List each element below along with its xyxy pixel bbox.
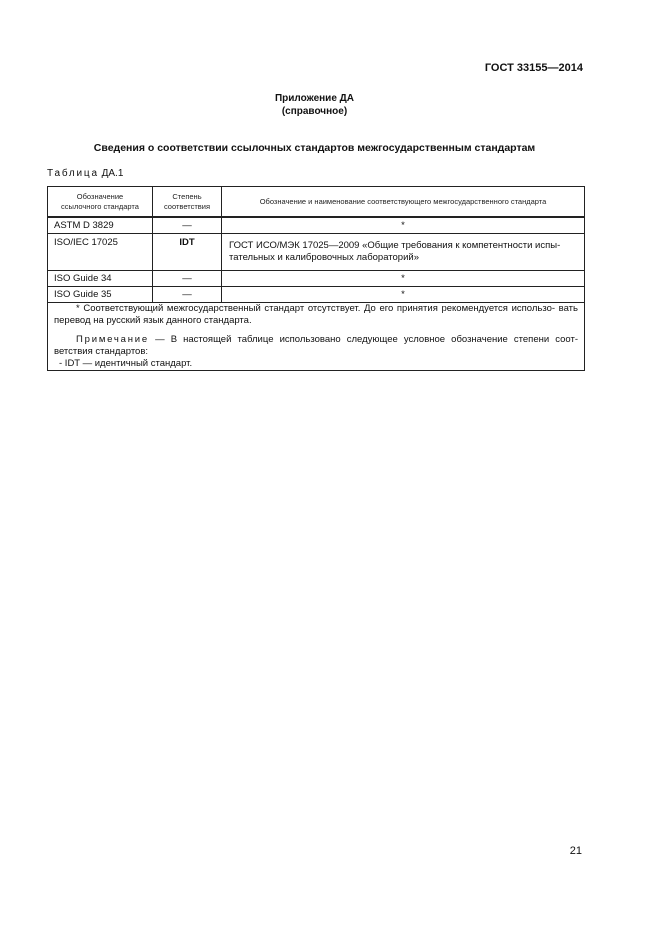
appendix-block — [0, 92, 629, 118]
table-notes-row — [48, 303, 585, 371]
section-heading: Сведения о соответствии ссылочных стандартов межгосударственным стандартам — [93, 142, 536, 154]
cell-standard: * — [222, 217, 585, 234]
cell-standard-line2: тательных и калибровочных лабораторий» — [229, 252, 419, 263]
header-reference-standard — [48, 187, 153, 218]
table-label — [47, 168, 123, 179]
cell-reference: ASTM D 3829 — [48, 217, 153, 234]
cell-standard: * — [222, 271, 585, 287]
table-notes — [48, 303, 585, 371]
page-number: 21 — [569, 845, 582, 857]
table-header-row — [48, 187, 585, 218]
standards-table — [47, 186, 585, 371]
header-interstate-standard: Обозначение и наименование соответствующего межгосударственного стандарта — [222, 187, 585, 218]
table-row — [48, 217, 585, 234]
note-text-line2: ветствия стандартов: — [54, 346, 149, 357]
footnote — [54, 303, 578, 327]
header-degree — [153, 187, 222, 218]
table-row — [48, 271, 585, 287]
cell-standard-line1: ГОСТ ИСО/МЭК 17025—2009 «Общие требования к компетентности испы- — [229, 240, 561, 251]
note-label: Примечание — [76, 334, 149, 345]
header-col1-line1: Обозначение — [76, 192, 124, 201]
table-label-number: ДА.1 — [101, 168, 124, 179]
header-col2-line1: Степень — [172, 192, 202, 201]
cell-reference: ISO/IEC 17025 — [48, 234, 153, 271]
note-text-line1: — В настоящей таблице использовано следующее условное обозначение степени соот- — [149, 334, 578, 345]
table-label-word: Таблица — [47, 168, 99, 179]
header-col1-line2: ссылочного стандарта — [61, 201, 139, 211]
appendix-title: Приложение ДА — [274, 93, 355, 104]
cell-reference: ISO Guide 34 — [48, 271, 153, 287]
table-note — [54, 334, 578, 358]
header-col2-line2: соответствия — [163, 201, 211, 211]
cell-standard — [222, 234, 585, 271]
document-code: ГОСТ 33155—2014 — [484, 62, 583, 74]
cell-standard: * — [222, 287, 585, 303]
cell-degree: — — [153, 217, 222, 234]
note-item: - IDT — идентичный стандарт. — [59, 358, 193, 369]
cell-degree: — — [153, 287, 222, 303]
footnote-line1: * Соответствующий межгосударственный стандарт отсутствует. До его принятия рекомендуется использо- — [76, 303, 556, 314]
cell-degree: IDT — [153, 234, 222, 271]
table-row — [48, 287, 585, 303]
cell-reference: ISO Guide 35 — [48, 287, 153, 303]
appendix-subtitle: (справочное) — [281, 106, 348, 117]
cell-degree: — — [153, 271, 222, 287]
footnote-line2: вать перевод на русский язык данного стандарта. — [54, 303, 578, 326]
table-row — [48, 234, 585, 271]
